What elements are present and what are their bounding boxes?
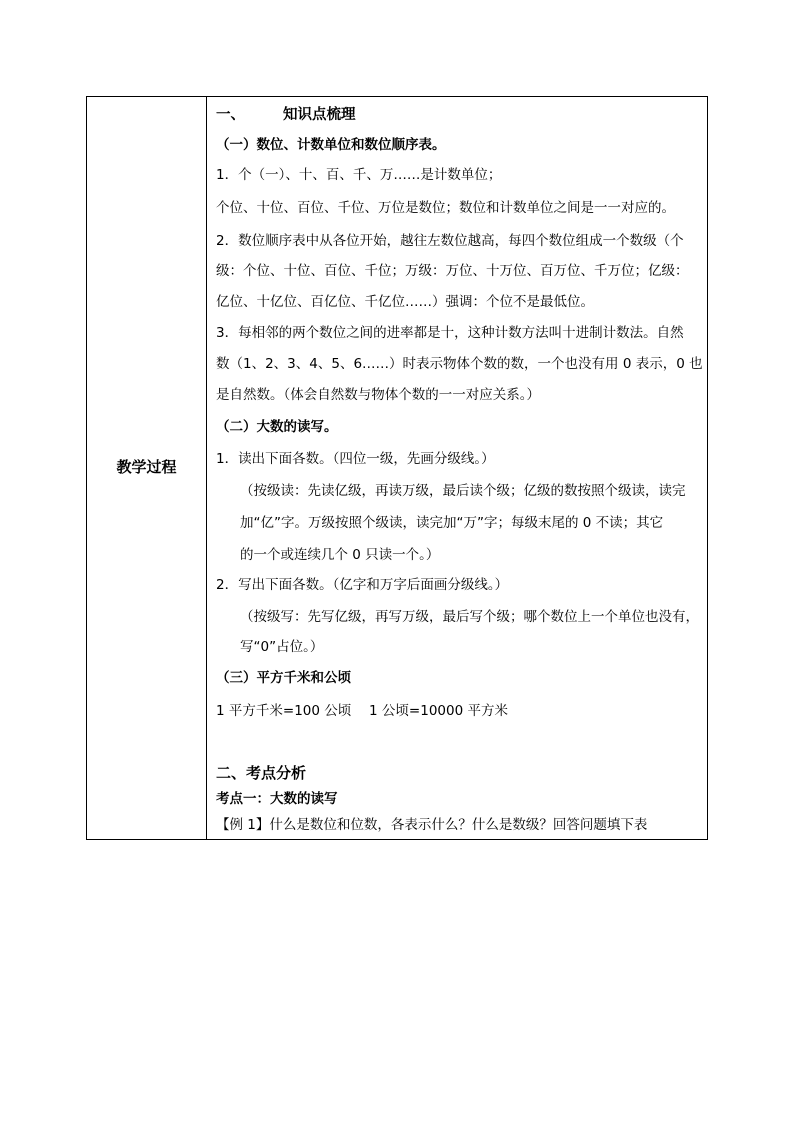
write-numbers-task: 2．写出下面各数。（亿字和万字后面画分级线。） xyxy=(216,577,509,593)
read-numbers-task: 1．读出下面各数。（四位一级，先画分级线。） xyxy=(216,451,495,467)
write-rule-line-2: 写“0”占位。） xyxy=(240,639,324,655)
read-rule-line-2: 加“亿”字。万级按照个级读，读完加“万”字；每级末尾的 0 不读；其它 xyxy=(240,515,664,531)
teaching-process-label: 教学过程 xyxy=(116,458,177,476)
lesson-table xyxy=(86,96,708,840)
subsection-2-title: （二）大数的读写。 xyxy=(216,419,338,435)
paragraph-2-line-3: 亿位、十亿位、百亿位、千亿位……）强调：个位不是最低位。 xyxy=(216,294,594,310)
example-1-text: 【例 1】什么是数位和位数，各表示什么？什么是数级？回答问题填下表 xyxy=(216,817,648,833)
paragraph-2-line-2: 级：个位、十位、百位、千位；万级：万位、十万位、百万位、千万位；亿级： xyxy=(216,263,689,279)
paragraph-1-line-1: 1．个（一）、十、百、千、万……是计数单位； xyxy=(216,167,502,183)
content-cell xyxy=(207,97,707,839)
subsection-1-title: （一）数位、计数单位和数位顺序表。 xyxy=(216,137,446,153)
section-2-heading: 二、考点分析 xyxy=(216,764,307,782)
paragraph-1-line-2: 个位、十位、百位、千位、万位是数位；数位和计数单位之间是一一对应的。 xyxy=(216,200,675,216)
section-1-number: 一、 xyxy=(216,107,245,123)
key-point-1-title: 考点一：大数的读写 xyxy=(216,791,338,807)
subsection-3-title: （三）平方千米和公顷 xyxy=(216,670,351,686)
read-rule-line-3: 的一个或连续几个 0 只读一个。） xyxy=(240,547,440,563)
section-1-heading xyxy=(216,105,701,125)
area-units-line: 1 平方千米=100 公顷 1 公顷=10000 平方米 xyxy=(216,703,508,719)
paragraph-3-line-1: 3．每相邻的两个数位之间的进率都是十，这种计数方法叫十进制计数法。自然 xyxy=(216,325,684,341)
write-rule-line-1: （按级写：先写亿级，再写万级，最后写个级；哪个数位上一个单位也没有， xyxy=(240,609,699,625)
paragraph-3-line-3: 是自然数。（体会自然数与物体个数的一一对应关系。） xyxy=(216,387,540,403)
paragraph-2-line-1: 2．数位顺序表中从各位开始，越往左数位越高，每四个数位组成一个数级（个 xyxy=(216,233,684,249)
row-label-cell xyxy=(87,97,207,839)
paragraph-3-line-2: 数（1、2、3、4、5、6……）时表示物体个数的数，一个也没有用 0 表示，0 也 xyxy=(216,356,703,372)
section-1-title: 知识点梳理 xyxy=(283,107,356,123)
read-rule-line-1: （按级读：先读亿级，再读万级，最后读个级；亿级的数按照个级读，读完 xyxy=(240,483,686,499)
